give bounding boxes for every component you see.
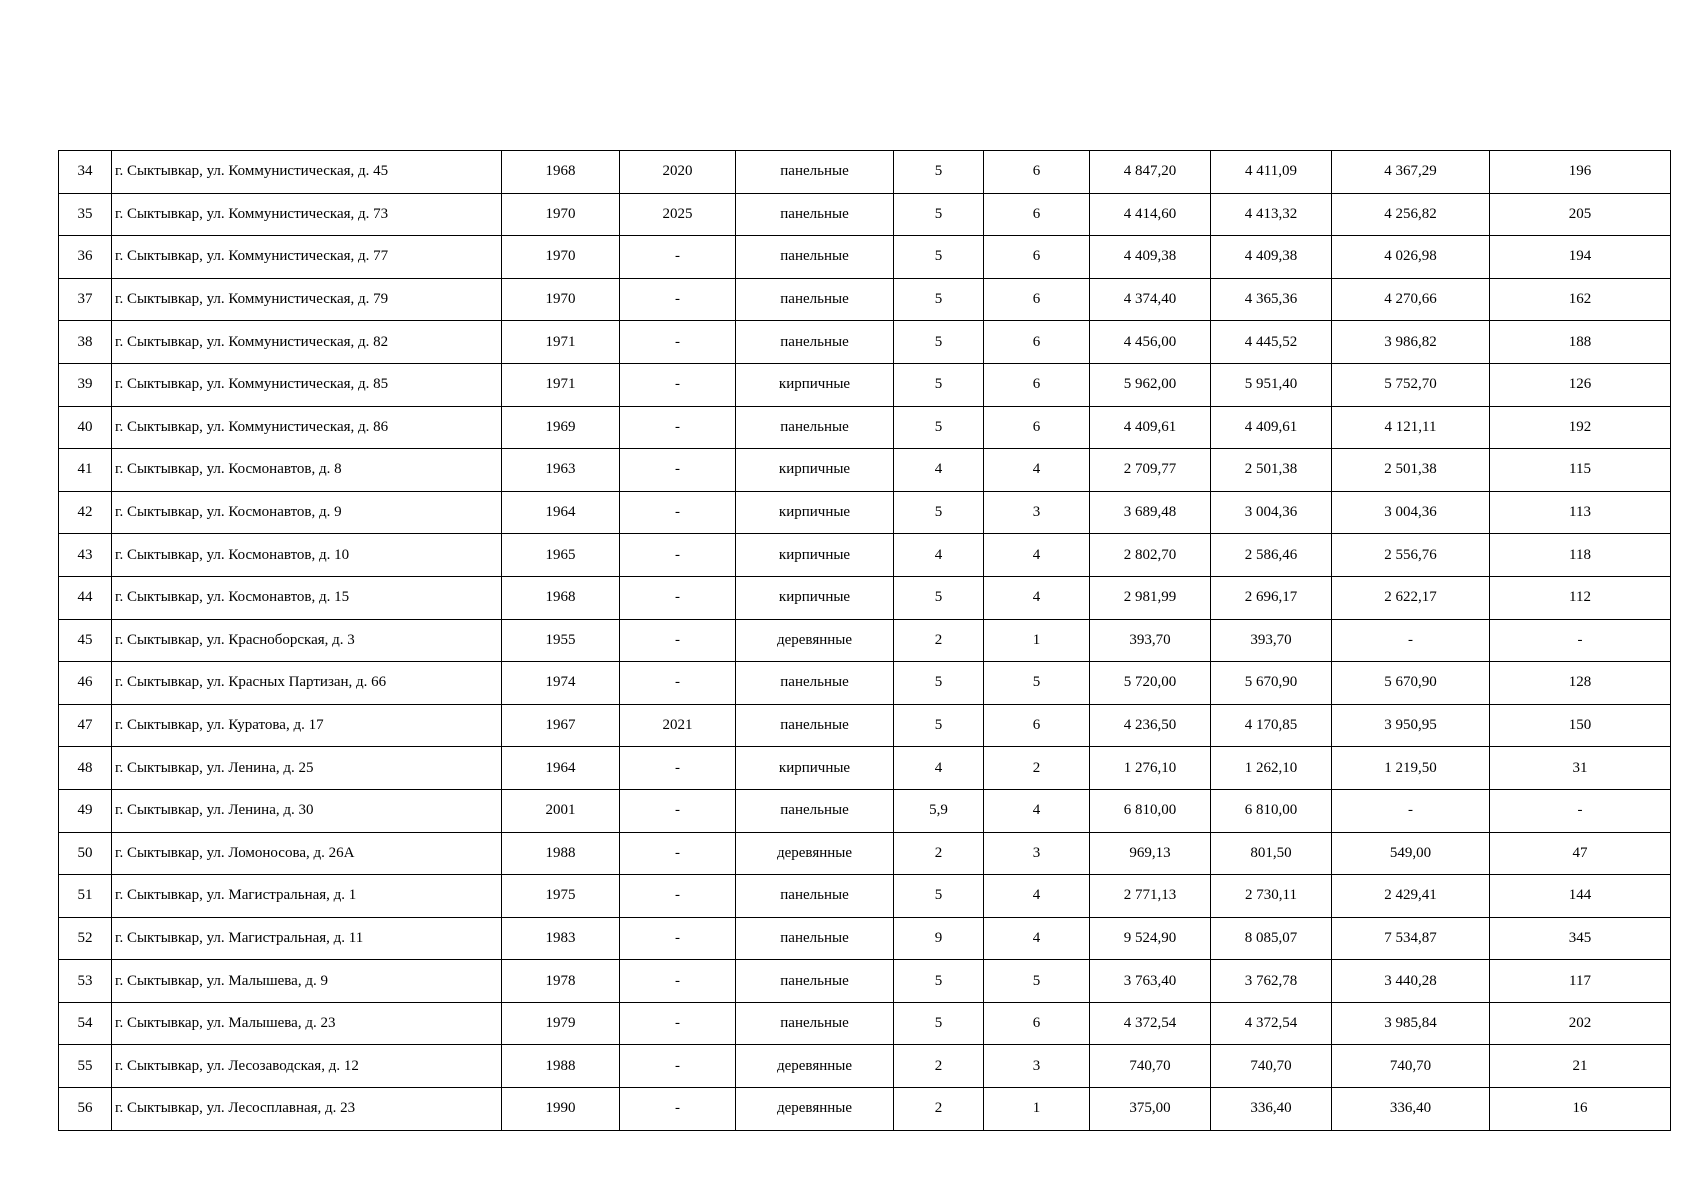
row-number-cell: 35: [59, 193, 112, 236]
entrances-cell: 6: [984, 278, 1090, 321]
table-row: [59, 662, 1671, 705]
row-number-cell: 50: [59, 832, 112, 875]
year-built-cell: 1968: [502, 576, 620, 619]
table-row: [59, 576, 1671, 619]
area-residential-cell: 2 429,41: [1332, 875, 1490, 918]
year-built-cell: 1965: [502, 534, 620, 577]
area-living-cell: 4 411,09: [1211, 151, 1332, 194]
residents-cell: 196: [1490, 151, 1671, 194]
area-residential-cell: -: [1332, 619, 1490, 662]
year-built-cell: 1955: [502, 619, 620, 662]
year-repair-cell: -: [620, 789, 736, 832]
entrances-cell: 6: [984, 151, 1090, 194]
year-built-cell: 1970: [502, 236, 620, 279]
row-number-cell: 42: [59, 491, 112, 534]
area-residential-cell: 740,70: [1332, 1045, 1490, 1088]
year-built-cell: 1990: [502, 1088, 620, 1131]
table-row: [59, 278, 1671, 321]
area-living-cell: 4 413,32: [1211, 193, 1332, 236]
residents-cell: 47: [1490, 832, 1671, 875]
year-repair-cell: 2021: [620, 704, 736, 747]
table-row: [59, 1002, 1671, 1045]
year-repair-cell: -: [620, 363, 736, 406]
residents-cell: 16: [1490, 1088, 1671, 1131]
wall-material-cell: кирпичные: [736, 747, 894, 790]
floors-cell: 5: [894, 704, 984, 747]
area-total-cell: 969,13: [1090, 832, 1211, 875]
row-number-cell: 43: [59, 534, 112, 577]
year-built-cell: 1970: [502, 193, 620, 236]
table-row: [59, 1088, 1671, 1131]
wall-material-cell: панельные: [736, 917, 894, 960]
year-repair-cell: -: [620, 449, 736, 492]
year-repair-cell: -: [620, 1088, 736, 1131]
address-cell: г. Сыктывкар, ул. Лесозаводская, д. 12: [112, 1045, 502, 1088]
year-repair-cell: -: [620, 491, 736, 534]
entrances-cell: 6: [984, 704, 1090, 747]
wall-material-cell: кирпичные: [736, 576, 894, 619]
table-row: [59, 747, 1671, 790]
area-total-cell: 3 763,40: [1090, 960, 1211, 1003]
wall-material-cell: кирпичные: [736, 491, 894, 534]
address-cell: г. Сыктывкар, ул. Ленина, д. 30: [112, 789, 502, 832]
year-repair-cell: -: [620, 321, 736, 364]
area-residential-cell: 5 670,90: [1332, 662, 1490, 705]
area-residential-cell: 2 501,38: [1332, 449, 1490, 492]
year-built-cell: 1969: [502, 406, 620, 449]
floors-cell: 2: [894, 832, 984, 875]
entrances-cell: 3: [984, 491, 1090, 534]
year-built-cell: 1974: [502, 662, 620, 705]
table-row: [59, 321, 1671, 364]
wall-material-cell: деревянные: [736, 1088, 894, 1131]
year-built-cell: 1970: [502, 278, 620, 321]
area-residential-cell: 4 256,82: [1332, 193, 1490, 236]
area-residential-cell: 7 534,87: [1332, 917, 1490, 960]
residents-cell: 118: [1490, 534, 1671, 577]
area-living-cell: 2 586,46: [1211, 534, 1332, 577]
wall-material-cell: кирпичные: [736, 449, 894, 492]
area-living-cell: 3 762,78: [1211, 960, 1332, 1003]
entrances-cell: 3: [984, 832, 1090, 875]
area-total-cell: 4 847,20: [1090, 151, 1211, 194]
floors-cell: 5: [894, 875, 984, 918]
floors-cell: 5: [894, 576, 984, 619]
wall-material-cell: кирпичные: [736, 363, 894, 406]
wall-material-cell: панельные: [736, 321, 894, 364]
floors-cell: 5,9: [894, 789, 984, 832]
residents-cell: 144: [1490, 875, 1671, 918]
year-built-cell: 1964: [502, 747, 620, 790]
area-total-cell: 4 372,54: [1090, 1002, 1211, 1045]
area-living-cell: 5 670,90: [1211, 662, 1332, 705]
wall-material-cell: панельные: [736, 875, 894, 918]
address-cell: г. Сыктывкар, ул. Магистральная, д. 11: [112, 917, 502, 960]
area-total-cell: 2 981,99: [1090, 576, 1211, 619]
address-cell: г. Сыктывкар, ул. Космонавтов, д. 15: [112, 576, 502, 619]
area-total-cell: 393,70: [1090, 619, 1211, 662]
year-built-cell: 1975: [502, 875, 620, 918]
area-living-cell: 2 696,17: [1211, 576, 1332, 619]
table-body: [59, 151, 1671, 1131]
area-residential-cell: 4 121,11: [1332, 406, 1490, 449]
table-row: [59, 236, 1671, 279]
residents-cell: 192: [1490, 406, 1671, 449]
table-row: [59, 875, 1671, 918]
floors-cell: 9: [894, 917, 984, 960]
row-number-cell: 46: [59, 662, 112, 705]
address-cell: г. Сыктывкар, ул. Коммунистическая, д. 45: [112, 151, 502, 194]
area-residential-cell: 3 985,84: [1332, 1002, 1490, 1045]
table-row: [59, 534, 1671, 577]
table-row: [59, 491, 1671, 534]
floors-cell: 4: [894, 534, 984, 577]
area-residential-cell: -: [1332, 789, 1490, 832]
entrances-cell: 6: [984, 321, 1090, 364]
residents-cell: 162: [1490, 278, 1671, 321]
table-row: [59, 917, 1671, 960]
floors-cell: 5: [894, 321, 984, 364]
area-living-cell: 2 730,11: [1211, 875, 1332, 918]
area-total-cell: 4 374,40: [1090, 278, 1211, 321]
address-cell: г. Сыктывкар, ул. Красноборская, д. 3: [112, 619, 502, 662]
area-residential-cell: 4 367,29: [1332, 151, 1490, 194]
area-total-cell: 1 276,10: [1090, 747, 1211, 790]
wall-material-cell: панельные: [736, 1002, 894, 1045]
wall-material-cell: деревянные: [736, 832, 894, 875]
area-living-cell: 1 262,10: [1211, 747, 1332, 790]
floors-cell: 5: [894, 960, 984, 1003]
year-built-cell: 1971: [502, 321, 620, 364]
row-number-cell: 53: [59, 960, 112, 1003]
area-residential-cell: 3 986,82: [1332, 321, 1490, 364]
address-cell: г. Сыктывкар, ул. Магистральная, д. 1: [112, 875, 502, 918]
year-repair-cell: -: [620, 747, 736, 790]
entrances-cell: 4: [984, 789, 1090, 832]
entrances-cell: 6: [984, 1002, 1090, 1045]
row-number-cell: 41: [59, 449, 112, 492]
floors-cell: 5: [894, 236, 984, 279]
address-cell: г. Сыктывкар, ул. Коммунистическая, д. 86: [112, 406, 502, 449]
floors-cell: 5: [894, 662, 984, 705]
table-row: [59, 1045, 1671, 1088]
area-total-cell: 3 689,48: [1090, 491, 1211, 534]
year-built-cell: 1963: [502, 449, 620, 492]
residents-cell: 150: [1490, 704, 1671, 747]
row-number-cell: 52: [59, 917, 112, 960]
area-total-cell: 375,00: [1090, 1088, 1211, 1131]
row-number-cell: 38: [59, 321, 112, 364]
row-number-cell: 39: [59, 363, 112, 406]
table-row: [59, 406, 1671, 449]
area-living-cell: 4 409,61: [1211, 406, 1332, 449]
year-built-cell: 1983: [502, 917, 620, 960]
table-row: [59, 619, 1671, 662]
year-repair-cell: -: [620, 1002, 736, 1045]
area-total-cell: 4 409,38: [1090, 236, 1211, 279]
floors-cell: 5: [894, 1002, 984, 1045]
area-living-cell: 3 004,36: [1211, 491, 1332, 534]
address-cell: г. Сыктывкар, ул. Малышева, д. 9: [112, 960, 502, 1003]
year-built-cell: 1988: [502, 1045, 620, 1088]
table-row: [59, 704, 1671, 747]
area-living-cell: 336,40: [1211, 1088, 1332, 1131]
row-number-cell: 47: [59, 704, 112, 747]
table-row: [59, 789, 1671, 832]
address-cell: г. Сыктывкар, ул. Коммунистическая, д. 79: [112, 278, 502, 321]
wall-material-cell: панельные: [736, 193, 894, 236]
year-built-cell: 1979: [502, 1002, 620, 1045]
entrances-cell: 4: [984, 917, 1090, 960]
wall-material-cell: панельные: [736, 704, 894, 747]
area-residential-cell: 1 219,50: [1332, 747, 1490, 790]
address-cell: г. Сыктывкар, ул. Красных Партизан, д. 66: [112, 662, 502, 705]
area-total-cell: 5 962,00: [1090, 363, 1211, 406]
floors-cell: 2: [894, 619, 984, 662]
area-residential-cell: 5 752,70: [1332, 363, 1490, 406]
area-living-cell: 4 170,85: [1211, 704, 1332, 747]
area-total-cell: 2 709,77: [1090, 449, 1211, 492]
year-repair-cell: -: [620, 576, 736, 619]
area-total-cell: 5 720,00: [1090, 662, 1211, 705]
residents-cell: 126: [1490, 363, 1671, 406]
year-repair-cell: -: [620, 875, 736, 918]
wall-material-cell: панельные: [736, 278, 894, 321]
residents-cell: 205: [1490, 193, 1671, 236]
year-repair-cell: -: [620, 278, 736, 321]
address-cell: г. Сыктывкар, ул. Коммунистическая, д. 85: [112, 363, 502, 406]
year-built-cell: 1971: [502, 363, 620, 406]
area-residential-cell: 2 556,76: [1332, 534, 1490, 577]
wall-material-cell: панельные: [736, 151, 894, 194]
residents-cell: 21: [1490, 1045, 1671, 1088]
row-number-cell: 48: [59, 747, 112, 790]
wall-material-cell: панельные: [736, 789, 894, 832]
area-total-cell: 4 456,00: [1090, 321, 1211, 364]
residents-cell: -: [1490, 789, 1671, 832]
area-residential-cell: 549,00: [1332, 832, 1490, 875]
area-residential-cell: 2 622,17: [1332, 576, 1490, 619]
row-number-cell: 36: [59, 236, 112, 279]
entrances-cell: 4: [984, 449, 1090, 492]
entrances-cell: 6: [984, 363, 1090, 406]
residents-cell: 202: [1490, 1002, 1671, 1045]
area-living-cell: 6 810,00: [1211, 789, 1332, 832]
wall-material-cell: деревянные: [736, 1045, 894, 1088]
table-row: [59, 960, 1671, 1003]
year-built-cell: 1964: [502, 491, 620, 534]
row-number-cell: 49: [59, 789, 112, 832]
floors-cell: 5: [894, 406, 984, 449]
wall-material-cell: панельные: [736, 662, 894, 705]
residents-cell: 113: [1490, 491, 1671, 534]
row-number-cell: 40: [59, 406, 112, 449]
address-cell: г. Сыктывкар, ул. Ломоносова, д. 26А: [112, 832, 502, 875]
row-number-cell: 44: [59, 576, 112, 619]
residents-cell: 128: [1490, 662, 1671, 705]
address-cell: г. Сыктывкар, ул. Ленина, д. 25: [112, 747, 502, 790]
area-living-cell: 4 445,52: [1211, 321, 1332, 364]
wall-material-cell: панельные: [736, 960, 894, 1003]
area-total-cell: 9 524,90: [1090, 917, 1211, 960]
address-cell: г. Сыктывкар, ул. Коммунистическая, д. 77: [112, 236, 502, 279]
housing-table: [58, 150, 1671, 1131]
table-row: [59, 193, 1671, 236]
area-total-cell: 4 414,60: [1090, 193, 1211, 236]
floors-cell: 4: [894, 747, 984, 790]
year-built-cell: 1968: [502, 151, 620, 194]
row-number-cell: 55: [59, 1045, 112, 1088]
entrances-cell: 4: [984, 875, 1090, 918]
entrances-cell: 6: [984, 406, 1090, 449]
floors-cell: 2: [894, 1045, 984, 1088]
address-cell: г. Сыктывкар, ул. Лесосплавная, д. 23: [112, 1088, 502, 1131]
floors-cell: 5: [894, 363, 984, 406]
address-cell: г. Сыктывкар, ул. Малышева, д. 23: [112, 1002, 502, 1045]
area-total-cell: 4 236,50: [1090, 704, 1211, 747]
address-cell: г. Сыктывкар, ул. Космонавтов, д. 8: [112, 449, 502, 492]
area-living-cell: 2 501,38: [1211, 449, 1332, 492]
area-residential-cell: 3 950,95: [1332, 704, 1490, 747]
area-residential-cell: 3 004,36: [1332, 491, 1490, 534]
table-row: [59, 449, 1671, 492]
year-repair-cell: -: [620, 832, 736, 875]
year-repair-cell: -: [620, 406, 736, 449]
wall-material-cell: панельные: [736, 236, 894, 279]
year-repair-cell: 2020: [620, 151, 736, 194]
floors-cell: 5: [894, 193, 984, 236]
area-residential-cell: 3 440,28: [1332, 960, 1490, 1003]
area-total-cell: 2 802,70: [1090, 534, 1211, 577]
wall-material-cell: деревянные: [736, 619, 894, 662]
area-total-cell: 740,70: [1090, 1045, 1211, 1088]
table-row: [59, 151, 1671, 194]
floors-cell: 4: [894, 449, 984, 492]
address-cell: г. Сыктывкар, ул. Коммунистическая, д. 82: [112, 321, 502, 364]
year-repair-cell: -: [620, 960, 736, 1003]
table-row: [59, 363, 1671, 406]
row-number-cell: 56: [59, 1088, 112, 1131]
year-repair-cell: -: [620, 917, 736, 960]
residents-cell: 117: [1490, 960, 1671, 1003]
row-number-cell: 54: [59, 1002, 112, 1045]
area-residential-cell: 336,40: [1332, 1088, 1490, 1131]
floors-cell: 5: [894, 491, 984, 534]
area-living-cell: 8 085,07: [1211, 917, 1332, 960]
entrances-cell: 6: [984, 236, 1090, 279]
entrances-cell: 4: [984, 534, 1090, 577]
year-built-cell: 1988: [502, 832, 620, 875]
area-living-cell: 4 372,54: [1211, 1002, 1332, 1045]
floors-cell: 2: [894, 1088, 984, 1131]
floors-cell: 5: [894, 151, 984, 194]
year-repair-cell: -: [620, 534, 736, 577]
entrances-cell: 2: [984, 747, 1090, 790]
residents-cell: 345: [1490, 917, 1671, 960]
entrances-cell: 5: [984, 960, 1090, 1003]
table-row: [59, 832, 1671, 875]
year-repair-cell: -: [620, 1045, 736, 1088]
area-living-cell: 5 951,40: [1211, 363, 1332, 406]
area-living-cell: 740,70: [1211, 1045, 1332, 1088]
area-living-cell: 393,70: [1211, 619, 1332, 662]
address-cell: г. Сыктывкар, ул. Куратова, д. 17: [112, 704, 502, 747]
year-repair-cell: -: [620, 236, 736, 279]
year-repair-cell: -: [620, 662, 736, 705]
area-living-cell: 4 409,38: [1211, 236, 1332, 279]
entrances-cell: 5: [984, 662, 1090, 705]
area-total-cell: 4 409,61: [1090, 406, 1211, 449]
entrances-cell: 1: [984, 619, 1090, 662]
area-living-cell: 4 365,36: [1211, 278, 1332, 321]
area-total-cell: 6 810,00: [1090, 789, 1211, 832]
entrances-cell: 4: [984, 576, 1090, 619]
entrances-cell: 6: [984, 193, 1090, 236]
area-residential-cell: 4 270,66: [1332, 278, 1490, 321]
year-repair-cell: 2025: [620, 193, 736, 236]
entrances-cell: 3: [984, 1045, 1090, 1088]
area-total-cell: 2 771,13: [1090, 875, 1211, 918]
year-built-cell: 2001: [502, 789, 620, 832]
row-number-cell: 45: [59, 619, 112, 662]
address-cell: г. Сыктывкар, ул. Космонавтов, д. 10: [112, 534, 502, 577]
year-repair-cell: -: [620, 619, 736, 662]
row-number-cell: 51: [59, 875, 112, 918]
area-residential-cell: 4 026,98: [1332, 236, 1490, 279]
year-built-cell: 1967: [502, 704, 620, 747]
wall-material-cell: панельные: [736, 406, 894, 449]
year-built-cell: 1978: [502, 960, 620, 1003]
address-cell: г. Сыктывкар, ул. Космонавтов, д. 9: [112, 491, 502, 534]
floors-cell: 5: [894, 278, 984, 321]
residents-cell: 115: [1490, 449, 1671, 492]
residents-cell: 31: [1490, 747, 1671, 790]
residents-cell: 112: [1490, 576, 1671, 619]
row-number-cell: 34: [59, 151, 112, 194]
row-number-cell: 37: [59, 278, 112, 321]
residents-cell: -: [1490, 619, 1671, 662]
area-living-cell: 801,50: [1211, 832, 1332, 875]
entrances-cell: 1: [984, 1088, 1090, 1131]
wall-material-cell: кирпичные: [736, 534, 894, 577]
residents-cell: 194: [1490, 236, 1671, 279]
residents-cell: 188: [1490, 321, 1671, 364]
address-cell: г. Сыктывкар, ул. Коммунистическая, д. 73: [112, 193, 502, 236]
